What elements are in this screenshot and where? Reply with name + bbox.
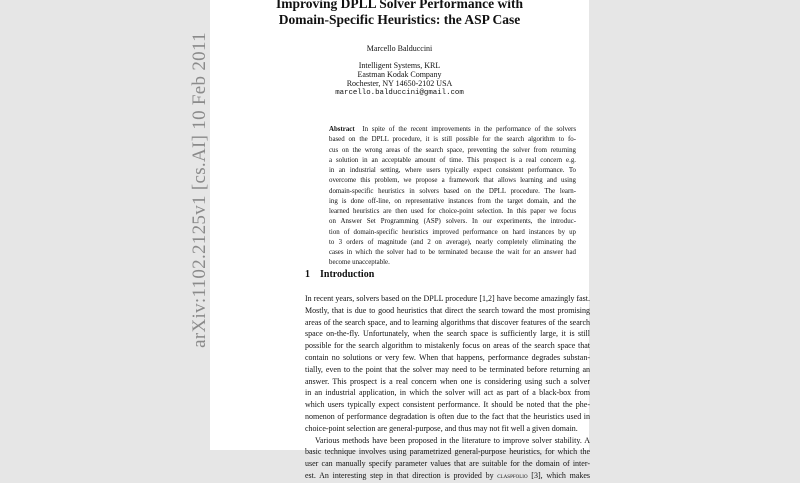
body-line: contain no solutions or very few. When that happens, performance degrades substan- <box>305 352 590 362</box>
paper-page <box>210 0 591 480</box>
affiliation-org: Intelligent Systems, KRL <box>358 61 441 70</box>
body-line: in an industrial application, in which the solver will act as part of a black-box from <box>305 388 590 398</box>
abstract-label: Abstract <box>329 126 355 133</box>
abstract-line: learned heuristics are then used for choice-point selection. In this paper we focus <box>329 208 576 215</box>
body-line-text: est. An interesting step in that direction is provided by <box>305 470 494 480</box>
abstract-line: overcome this problem, we propose a framework that allows learning and using <box>329 177 576 185</box>
abstract-line: based on the DPLL procedure, it is still possible for the search algorithm to fo- <box>329 136 576 144</box>
body-line: space on-the-fly. Unfortunately, when the search space is sufficiently large, it is still <box>305 329 590 339</box>
abstract-line: tion of domain-specific heuristics improved performance on hard instances by up <box>329 228 576 236</box>
abstract-line: cases in which the solver had to be terminated because the wait for an answer had <box>329 249 576 256</box>
body-line: user can manually specify parameter values that are suitable for the domain of inter- <box>305 459 590 469</box>
body-line: basic technique involves using parametrized general-purpose heuristics, for which the <box>305 447 590 457</box>
abstract-block <box>329 125 576 269</box>
body-line <box>305 470 590 483</box>
abstract-line: on Answer Set Programming (ASP) solvers. In our experiments, the introduc- <box>329 218 576 226</box>
body-line: tially, even to the point that the solver may need to be terminated before returning an <box>305 364 590 374</box>
affiliation-company: Eastman Kodak Company <box>357 70 442 79</box>
claspfolio-name: claspfolio <box>497 471 528 480</box>
abstract-line-text: In spite of the recent improvements in the performance of the solvers <box>362 126 576 133</box>
paper-title-line-2: Domain-Specific Heuristics: the ASP Case <box>278 12 521 27</box>
section-title: Introduction <box>320 269 375 280</box>
abstract-line: in an industrial setting, where users typically expect consistent performance. To <box>329 167 576 174</box>
author-name: Marcello Balduccini <box>366 44 433 53</box>
body-line: Mostly, that is due to good heuristics that direct the search toward the most promising <box>305 305 590 315</box>
body-line: nomenon of performance degradation is often due to the fact that the heuristics used in <box>305 411 590 421</box>
body-line: In recent years, solvers based on the DPLL procedure [1,2] have become amazingly fast. <box>305 294 590 303</box>
body-line: choice-point selection are general-purpose, and thus may not fit well a given domain. <box>305 423 578 433</box>
introduction-body <box>305 293 590 483</box>
body-line-tail: [3], which makes <box>527 470 591 480</box>
body-line: answer. This prospect is a real concern when one is considering using such a solver <box>305 376 590 386</box>
arxiv-identifier-stamp: arXiv:1102.2125v1 [cs.AI] 10 Feb 2011 <box>189 32 210 348</box>
section-heading-introduction <box>305 268 374 282</box>
abstract-line: become unacceptable. <box>329 259 390 267</box>
abstract-line: cus on the wrong areas of the search space, preventing the solver from returning <box>329 146 576 154</box>
body-line: which users typically expect consistent performance. It should be noted that the phe- <box>305 400 590 410</box>
paper-title-line-1: Improving DPLL Solver Performance with <box>276 0 523 11</box>
section-number: 1 <box>305 269 310 280</box>
affiliation-address: Rochester, NY 14650-2102 USA <box>346 79 453 88</box>
author-email: marcello.balduccini@gmail.com <box>335 89 464 97</box>
body-line: areas of the search space, and to learning algorithms that discover features of the search <box>305 317 590 327</box>
abstract-line: domain-specific heuristics in solvers based on the DPLL procedure. The learn- <box>329 187 576 195</box>
abstract-line: a solution in an acceptable amount of time. This prospect is a real concern e.g. <box>329 156 576 164</box>
abstract-line: to 3 orders of magnitude (and 2 on average), nearly completely eliminating the <box>329 238 576 246</box>
body-line: Various methods have been proposed in the literature to improve solver stability. A <box>315 435 590 445</box>
abstract-line <box>329 125 576 135</box>
body-line: possible for the search algorithm to mistakenly focus on areas of the search space that <box>305 341 590 351</box>
abstract-line: ing is done off-line, on representative instances from the target domain, and the <box>329 197 576 205</box>
